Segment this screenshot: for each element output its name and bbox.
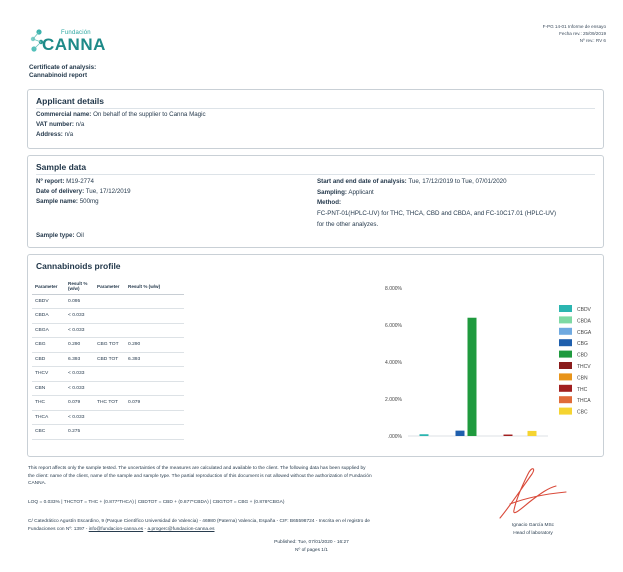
vat-number-row bbox=[36, 121, 84, 129]
result-cell: 0.095 bbox=[65, 294, 94, 309]
document-meta bbox=[543, 23, 606, 44]
sample-type-value: Oil bbox=[76, 232, 84, 239]
meta-revision-date: Fecha rev.: 25/09/2019 bbox=[559, 31, 606, 36]
address-line2 bbox=[28, 526, 370, 534]
bar-cbd bbox=[468, 318, 477, 436]
legend-swatch-cbda bbox=[559, 316, 572, 323]
address-label: Address: bbox=[36, 131, 63, 138]
disclaimer-line1: This report affects only the sample tested. The uncertainties of the measures are calculated and available to the client. The following data has been supplied by bbox=[28, 466, 366, 471]
signer bbox=[503, 522, 563, 537]
result-cell: 0.275 bbox=[65, 425, 94, 440]
sample-data-box bbox=[27, 155, 604, 248]
param-cell: CBG bbox=[32, 338, 65, 353]
report-number-value: M19-2774 bbox=[66, 178, 94, 185]
result-cell: < 0.033 bbox=[65, 367, 94, 382]
total-result-cell: 6.393 bbox=[125, 352, 184, 367]
cannabinoids-profile-box bbox=[27, 254, 604, 457]
result-cell: < 0.033 bbox=[65, 381, 94, 396]
info-email-link[interactable]: info@fundacion-canna.es bbox=[88, 526, 144, 532]
applicant-details-title: Applicant details bbox=[36, 96, 105, 106]
page-count: Nº of pages 1/1 bbox=[295, 547, 328, 553]
bar-cbc bbox=[528, 431, 537, 436]
param-cell: THCV bbox=[32, 367, 65, 382]
disclaimer bbox=[28, 465, 372, 488]
legend-label-cbc: CBC bbox=[577, 409, 588, 416]
result-cell: < 0.033 bbox=[65, 309, 94, 324]
published-date: Published: Tue, 07/01/2020 - 16:27 bbox=[274, 540, 349, 545]
legend-swatch-cbn bbox=[559, 373, 572, 380]
analysis-dates-row bbox=[317, 178, 507, 186]
y-tick-label: 4.000% bbox=[385, 360, 402, 366]
address-line2-separator: - bbox=[144, 526, 147, 532]
sampling-value: Applicant bbox=[348, 189, 374, 196]
divider bbox=[36, 174, 595, 175]
foundation-address bbox=[28, 518, 370, 533]
vat-number-value: n/a bbox=[75, 121, 85, 128]
commercial-name-value: On behalf of the supplier to Canna Magic bbox=[93, 111, 206, 118]
legend-swatch-cbg bbox=[559, 339, 572, 346]
sample-data-title: Sample data bbox=[36, 162, 87, 172]
meta-revision-number: Nº rev.: RV 6 bbox=[579, 38, 606, 43]
total-result-cell: 0.079 bbox=[125, 396, 184, 411]
divider bbox=[36, 108, 595, 109]
legend-label-thcv: THCV bbox=[577, 364, 591, 370]
col-result: Result % (w/w) bbox=[65, 279, 94, 294]
certificate-title-line1: Certificate of analysis: bbox=[29, 64, 97, 71]
legend-label-cbg: CBG bbox=[577, 341, 588, 348]
analysis-dates-label: Start and end date of analysis: bbox=[317, 178, 407, 185]
param-cell: CBC bbox=[32, 425, 65, 440]
y-tick-label: 8.000% bbox=[385, 286, 402, 292]
result-cell: 6.393 bbox=[65, 352, 94, 367]
publication-info bbox=[0, 539, 623, 554]
legend-label-thc: THC bbox=[577, 386, 588, 393]
legend-swatch-thc bbox=[559, 385, 572, 392]
sampling-label: Sampling: bbox=[317, 189, 347, 196]
total-result-cell: 0.290 bbox=[125, 338, 184, 353]
report-number-label: Nº report: bbox=[36, 178, 65, 185]
progerc-email-link[interactable]: a.progerc@fundacion-canna.es bbox=[147, 526, 215, 532]
analysis-dates-value: Tue, 17/12/2019 to Tue, 07/01/2020 bbox=[408, 178, 507, 185]
legend-swatch-thcv bbox=[559, 362, 572, 369]
sample-name-label: Sample name: bbox=[36, 198, 78, 205]
col-parameter: Parameter bbox=[32, 279, 65, 294]
sample-name-row bbox=[36, 198, 99, 206]
legend-label-cbga: CBGA bbox=[577, 329, 592, 336]
legend-label-cbd: CBD bbox=[577, 352, 588, 359]
col-parameter-2: Parameter bbox=[94, 279, 125, 294]
result-cell: < 0.033 bbox=[65, 323, 94, 338]
loq-formula: LOQ = 0.033% | THCTOT = THC + (0.877*THCA) | CBDTOT = CBD + (0.877*CBDA) | CBGTOT = CBG + (0.878*CBGA) bbox=[28, 500, 285, 505]
legend-label-thca: THCA bbox=[577, 398, 591, 405]
sample-type-label: Sample type: bbox=[36, 232, 75, 239]
address-line1: C/ Catedrático Agustín Escardino, 9 (Parque Científico Universidad de Valencia) - 46980 (Paterna) Valencia, España - CIF: B65598724 - Inscrita en el registro de bbox=[28, 519, 370, 524]
method-row bbox=[317, 199, 341, 207]
legend-swatch-cbc bbox=[559, 408, 572, 415]
legend-swatch-cbd bbox=[559, 351, 572, 358]
total-param-cell: THC TOT bbox=[94, 396, 125, 411]
certificate-title bbox=[29, 64, 96, 80]
delivery-date-value: Tue, 17/12/2019 bbox=[85, 188, 131, 195]
applicant-details-box bbox=[27, 89, 604, 149]
legend-swatch-cbdv bbox=[559, 305, 572, 312]
sampling-row bbox=[317, 189, 374, 197]
meta-form-code: F-PG 14-01 Informe de ensayo bbox=[542, 24, 606, 29]
delivery-date-label: Date of delivery: bbox=[36, 188, 85, 195]
legend-label-cbda: CBDA bbox=[577, 318, 591, 325]
logo-big-text: CANNA bbox=[42, 35, 106, 54]
total-param-cell: CBG TOT bbox=[94, 338, 125, 353]
delivery-date-row bbox=[36, 188, 131, 196]
address-value: n/a bbox=[64, 131, 74, 138]
param-cell: THC bbox=[32, 396, 65, 411]
param-cell: CBN bbox=[32, 381, 65, 396]
logo-small-text: Fundación bbox=[61, 30, 91, 36]
disclaimer-line2: the client: name of the client, name of the sample and sample type. The partial reproduction of this document is not allowed without the authorization of Fundación bbox=[28, 473, 372, 479]
col-result-2: Result % (w/w) bbox=[125, 279, 184, 294]
legend-swatch-thca bbox=[559, 396, 572, 403]
certificate-title-line2: Cannabinoid report bbox=[29, 72, 88, 79]
result-cell: < 0.033 bbox=[65, 410, 94, 425]
param-cell: CBGA bbox=[32, 323, 65, 338]
param-cell: CBD bbox=[32, 352, 65, 367]
y-tick-label: 2.000% bbox=[385, 397, 402, 403]
commercial-name-label: Commercial name: bbox=[36, 111, 92, 118]
param-cell: CBDA bbox=[32, 309, 65, 324]
cannabinoids-bar-chart bbox=[28, 255, 603, 456]
sample-type-row bbox=[36, 232, 84, 240]
address-row bbox=[36, 131, 73, 139]
signer-name: Ignacio García MSc bbox=[511, 523, 555, 528]
legend-label-cbn: CBN bbox=[577, 375, 588, 382]
method-line2: for the other analyzes. bbox=[317, 221, 379, 228]
method-line1: FC-PNT-01(HPLC-UV) for THC, THCA, CBD and CBDA, and FC-10C17.01 (HPLC-UV) bbox=[317, 210, 557, 217]
method-label: Method: bbox=[317, 199, 342, 206]
disclaimer-line3: CANNA. bbox=[28, 481, 47, 487]
param-cell: CBDV bbox=[32, 294, 65, 309]
commercial-name-row bbox=[36, 111, 206, 119]
bar-thc bbox=[504, 435, 513, 436]
bar-cbg bbox=[456, 431, 465, 436]
result-cell: 0.079 bbox=[65, 396, 94, 411]
address-line2-prefix: Fundaciones con Nº: 1397 - bbox=[28, 526, 88, 532]
fundacion-canna-logo bbox=[30, 26, 105, 58]
sample-name-value: 500mg bbox=[79, 198, 99, 205]
legend-swatch-cbga bbox=[559, 328, 572, 335]
vat-number-label: VAT number: bbox=[36, 121, 74, 128]
y-tick-label: 6.000% bbox=[385, 323, 402, 329]
legend-label-cbdv: CBDV bbox=[577, 307, 591, 313]
param-cell: THCA bbox=[32, 410, 65, 425]
report-number-row bbox=[36, 178, 94, 186]
signer-role: Head of laboratory bbox=[513, 530, 553, 536]
result-cell: 0.290 bbox=[65, 338, 94, 353]
signature bbox=[492, 466, 570, 522]
bar-cbdv bbox=[420, 434, 429, 436]
total-param-cell: CBD TOT bbox=[94, 352, 125, 367]
cannabinoids-profile-title: Cannabinoids profile bbox=[36, 261, 121, 271]
y-tick-label: .000% bbox=[387, 434, 402, 440]
